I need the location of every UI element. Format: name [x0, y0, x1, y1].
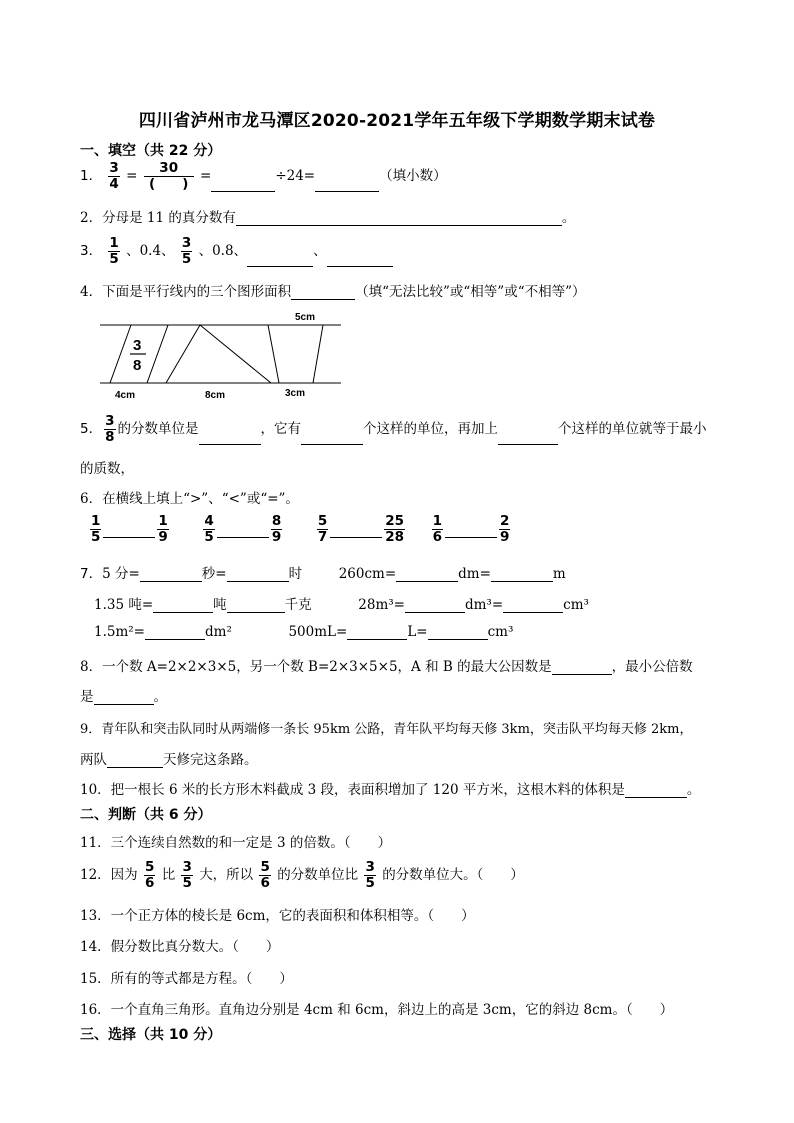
- fraction: $\frac{8}{9}$: [271, 513, 282, 545]
- answer-blank[interactable]: [503, 598, 563, 613]
- text: cm³: [487, 624, 514, 640]
- text: 秒=: [201, 566, 227, 582]
- fraction: $\frac{4}{5}$: [204, 513, 214, 545]
- question-1: [80, 161, 447, 192]
- answer-blank[interactable]: [291, 285, 355, 300]
- question-text: 10．把一根长 6 米的长方形木料截成 3 段，表面积增加了 120 平方米，这根木料的体积是: [80, 782, 625, 798]
- fraction: $\frac{3}{4}$: [109, 160, 119, 192]
- question-12: [80, 860, 524, 891]
- bottom-length-label-1: 4cm: [115, 390, 136, 401]
- answer-blank[interactable]: [405, 598, 465, 613]
- question-7-line-3: [94, 624, 513, 640]
- text: 260cm=: [338, 566, 397, 582]
- text: ÷24=: [275, 168, 316, 184]
- text: 比: [161, 867, 176, 883]
- section-heading-true-false: 二、判断（共 6 分）: [80, 807, 212, 823]
- equals-sign: =: [126, 168, 138, 184]
- fraction: $\frac{3}{8}$: [105, 413, 115, 445]
- answer-blank[interactable]: [347, 625, 407, 640]
- question-16: 16．一个直角三角形。直角边分别是 4cm 和 6cm，斜边上的高是 3cm，它的斜边 8cm。（ ）: [80, 1002, 674, 1018]
- fraction: $\frac{1}{9}$: [158, 513, 168, 545]
- text: 1.35 吨=: [94, 597, 154, 613]
- question-number: 7．: [80, 566, 103, 582]
- text: 12．因为: [80, 867, 138, 883]
- bottom-length-label-2: 8cm: [205, 390, 226, 401]
- answer-blank[interactable]: [327, 252, 393, 267]
- text: 、0.4、: [126, 243, 175, 259]
- text: 两队: [80, 752, 107, 768]
- question-9-continued: [80, 748, 258, 768]
- text: 个这样的单位，再加上: [363, 421, 498, 437]
- text: 吨: [213, 597, 227, 613]
- fraction: $\frac{3}{5}$: [181, 235, 192, 267]
- question-10: [80, 778, 700, 798]
- question-15: 15．所有的等式都是方程。（ ）: [80, 971, 293, 987]
- fraction: $\frac{5}{7}$: [317, 513, 328, 545]
- text: 大，所以: [199, 867, 254, 883]
- text: 。: [153, 689, 167, 705]
- answer-blank[interactable]: [428, 625, 488, 640]
- answer-blank[interactable]: [247, 252, 313, 267]
- question-number: 3．: [80, 243, 103, 259]
- answer-blank[interactable]: [552, 660, 612, 675]
- question-3: [80, 236, 393, 267]
- answer-blank[interactable]: [445, 536, 497, 538]
- question-13: 13．一个正方体的棱长是 6cm，它的表面积和体积相等。（ ）: [80, 908, 475, 924]
- fraction: $\frac{1}{5}$: [91, 513, 101, 545]
- text: cm³: [563, 597, 589, 613]
- text: 个这样的单位就等于最小: [558, 421, 707, 437]
- fraction: $\frac{3}{5}$: [182, 859, 192, 891]
- fraction: $\frac{3}{5}$: [365, 859, 375, 891]
- triangle-shape: [166, 325, 271, 383]
- question-14: 14．假分数比真分数大。（ ）: [80, 939, 280, 955]
- bottom-length-label-3: 3cm: [285, 388, 306, 399]
- fraction-numerator: 3: [133, 337, 142, 354]
- question-text: 2．分母是 11 的真分数有: [80, 210, 236, 226]
- fraction: $\frac{25}{28}$: [385, 513, 405, 545]
- equals-sign: =: [200, 168, 212, 184]
- text: 是: [80, 689, 94, 705]
- page-title: 四川省泸州市龙马潭区2020-2021学年五年级下学期数学期末试卷: [138, 111, 656, 131]
- text: 的分数单位大。（ ）: [382, 867, 524, 883]
- note: （填小数）: [379, 168, 447, 184]
- question-7-line-1: [80, 562, 566, 582]
- answer-blank[interactable]: [396, 567, 458, 582]
- answer-blank[interactable]: [140, 567, 202, 582]
- fraction: $\frac{5}{6}$: [260, 859, 270, 891]
- question-9: 9．青年队和突击队同时从两端修一条长 95km 公路，青年队平均每天修 3km，突击队平均每天修 2km，: [80, 722, 693, 737]
- answer-blank[interactable]: [625, 783, 687, 798]
- question-5-continued: 的质数，: [80, 461, 134, 477]
- answer-blank[interactable]: [153, 598, 213, 613]
- answer-blank[interactable]: [227, 567, 289, 582]
- answer-blank[interactable]: [145, 625, 205, 640]
- question-2: [80, 206, 575, 226]
- question-11: 11．三个连续自然数的和一定是 3 的倍数。（ ）: [80, 835, 392, 851]
- fraction-denominator: 8: [133, 357, 142, 374]
- fraction: $\frac{1}{5}$: [109, 235, 119, 267]
- parallel-lines-figure: [95, 305, 355, 405]
- text: dm²: [205, 624, 232, 640]
- text: 、0.8、: [198, 243, 248, 259]
- answer-blank[interactable]: [227, 598, 285, 613]
- question-5: [80, 414, 707, 445]
- question-8: [80, 655, 693, 675]
- text: 的分数单位比: [277, 867, 359, 883]
- text: 千克: [284, 597, 312, 613]
- section-heading-multiple-choice: 三、选择（共 10 分）: [80, 1027, 222, 1043]
- answer-blank[interactable]: [491, 567, 553, 582]
- text: 28m³=: [358, 597, 405, 613]
- answer-blank[interactable]: [498, 430, 558, 445]
- text: 。: [561, 210, 576, 226]
- section-heading-fill-blank: 一、填空（共 22 分）: [80, 143, 222, 159]
- question-number: 5．: [80, 421, 103, 437]
- answer-blank[interactable]: [199, 430, 261, 445]
- note: （填“无法比较”或“相等”或“不相等”）: [355, 284, 586, 300]
- text: 1.5m²=: [94, 624, 145, 640]
- text: 、: [313, 243, 327, 259]
- answer-blank[interactable]: [330, 536, 382, 538]
- answer-blank[interactable]: [217, 536, 269, 538]
- fraction: $\frac{2}{9}$: [500, 513, 510, 545]
- answer-blank[interactable]: [315, 177, 379, 192]
- answer-blank[interactable]: [107, 753, 163, 768]
- text: 5 分=: [102, 566, 140, 582]
- answer-blank[interactable]: [94, 690, 154, 705]
- text: 天修完这条路。: [163, 752, 258, 768]
- text: ，最小公倍数: [611, 659, 693, 675]
- question-text: 4．下面是平行线内的三个图形面积: [80, 284, 292, 300]
- fraction: $\frac{5}{6}$: [144, 859, 155, 891]
- question-number: 1．: [80, 168, 103, 184]
- comparison-row: [88, 514, 512, 545]
- answer-blank[interactable]: [103, 536, 155, 538]
- text: dm=: [458, 566, 491, 582]
- trapezoid-shape: [268, 325, 323, 383]
- text: 。: [686, 782, 701, 798]
- text: dm³=: [464, 597, 504, 613]
- text: 时: [288, 566, 303, 582]
- question-7-line-2: [94, 593, 589, 613]
- text: ，它有: [260, 421, 301, 437]
- text: L=: [407, 624, 428, 640]
- answer-blank[interactable]: [301, 430, 363, 445]
- question-8-continued: [80, 685, 167, 705]
- question-4: [80, 280, 586, 300]
- text: m: [552, 566, 566, 582]
- text: 500mL=: [288, 624, 348, 640]
- question-6: 6．在横线上填上“>”、“<”或“=”。: [80, 491, 299, 507]
- text: 的分数单位是: [117, 421, 199, 437]
- fraction: 30 ( ): [144, 161, 194, 192]
- fraction: $\frac{1}{6}$: [432, 513, 443, 545]
- top-length-label: 5cm: [295, 312, 316, 323]
- question-text: 8．一个数 A=2×2×3×5，另一个数 B=2×3×5×5，A 和 B 的最大公因数是: [80, 659, 552, 675]
- answer-blank[interactable]: [236, 211, 562, 226]
- answer-blank[interactable]: [211, 177, 275, 192]
